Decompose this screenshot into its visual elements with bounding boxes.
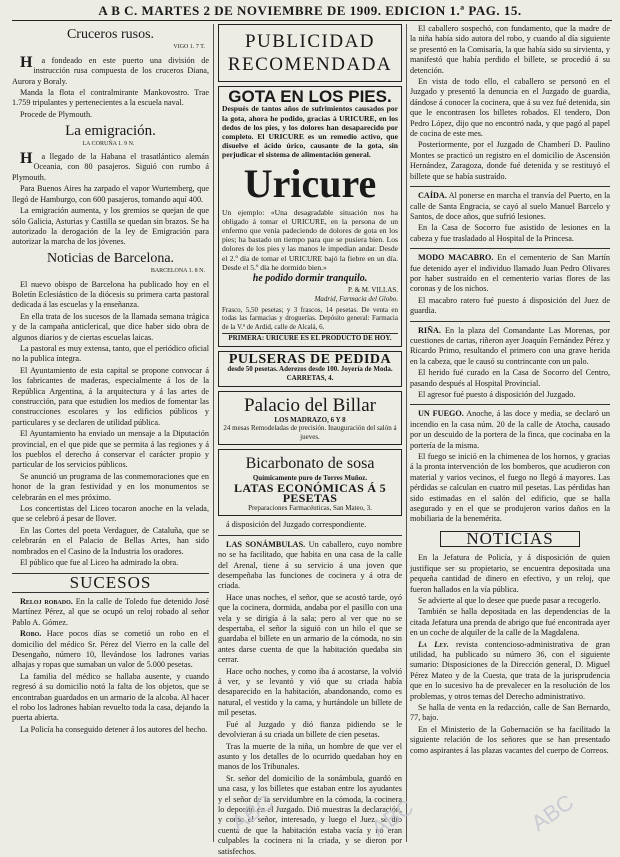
ad-text: Químicamente puro de Torres Muñoz.: [252, 474, 368, 483]
dateline: BARCELONA 1. 8 N.: [150, 268, 205, 275]
paragraph: El Ayuntamiento ha enviado un mensaje a la Diputación provincial, en el que pide que se permita á las regiones y á los pueblos el derecho á conservar el carácter propio y particular de los servicios públicos.: [12, 429, 209, 470]
publicidad-title: PUBLICIDAD: [244, 31, 376, 52]
ad-text: Un ejemplo: «Una desagradable situación nos ha obligado á tomar el URICURE, en la persona de un enfermo que venía padeciendo de dolores de gota en los pies; ha bastado un tiempo para que se pusiera bien. Los dolores de los pies y las manos le impedían andar. Desde el 2.º día de tomar el URICURE bajó la fiebre en un día. Desde el 5.º día he dormido bien.»: [222, 207, 398, 272]
item-text: Hace pocos días se cometió un robo en el domicilio del médico Sr. Pérez del Vierro en la calle del Desengaño, número 10, llevándose los ladrones varias alhajas y ropas que sumaban un valor de 5.000 pesetas.: [12, 629, 210, 670]
ad-signature: P. & M. VILLAS.: [347, 286, 398, 295]
paragraph: Manda la flota el contralmirante Mankovostro. Trae 1.759 tripulantes y pertenecientes a la escuela naval.: [12, 88, 209, 108]
item-text: revista contencioso-administrativa de gran utilidad, ha publicado su número 36, con el siguiente sumario: Disposiciones de la Dirección general, D. Miguel Pérez Mateo y de la Cuesta, que trata de la jurisprudencia que en lo sucesivo ha de prevalecer en la resolución de los problemas, y otros temas del Derecho administrativo.: [410, 639, 611, 701]
pulseras-ad: [218, 351, 402, 387]
column-3: [410, 24, 610, 842]
header-rule: [12, 20, 612, 21]
abc-watermark: ABC: [526, 789, 579, 836]
paragraph: Tras la muerte de la niña, un hombre de que ver el asunto y los detalles de lo ocurrido quedaban hoy en manos de los Tribunales.: [218, 741, 402, 772]
article-title-emigracion: La emigración.: [65, 123, 156, 140]
item-lead: MODO MACABRO.: [418, 253, 494, 263]
recomendada-title: RECOMENDADA: [227, 54, 393, 75]
item-text: En la plaza del Comandante Las Morenas, por cuestiones de cartas, riñeron ayer Joaquín Fernández Pérez y Ricardo Primo, resultando el primero con una grave herida en la cabeza, que le causó su contrincante con un palo.: [410, 325, 611, 366]
paragraph: El caballero sospechó, con fundamento, que la madre de la niña había sido autora del robo, y cuando al día siguiente se presentó en la Comisaría, la que había sido su sirvienta, y manifestó que había perdido el billete, se procedió á su detención.: [410, 24, 610, 75]
item-text: En el cementerio de San Martín fue detenido ayer el individuo llamado Juan Pedro Olivares por haber sustraído en el cementerio varias flores de las coronas y de los nichos.: [410, 253, 610, 294]
uricure-ad: [218, 86, 402, 347]
billar-ad: [218, 391, 402, 446]
paragraph: La pastoral es muy extensa, tanto, que el periódico oficial no la publica íntegra.: [12, 343, 209, 364]
paragraph: En la Casa de Socorro fue asistido de lesiones en la cabeza y fue trasladado al Hospital de la Princesa.: [410, 223, 610, 243]
ad-footer: PRIMERA: URICURE ES EL PRODUCTO DE HOY.: [222, 333, 398, 343]
ad-text: Preparaciones Farmacéuticas, San Mateo, 3.: [248, 503, 372, 512]
paragraph: El nuevo obispo de Barcelona ha publicado hoy en el Boletín Eclesiástico de la diócesis su primera carta pastoral dedicada á las escuelas y la enseñanza.: [12, 279, 209, 310]
ad-text: 24 mesas Remodeladas de precisión. Inauguración del salón á jueves.: [223, 424, 397, 441]
item-text: Un caballero, cuyo nombre no se ha facilitado, que habita en una casa de la calle del Arenal, tiene á su servicio á una joven que desempeñaba las funciones de cocinera y á otra de criada.: [218, 539, 402, 591]
publicidad-banner: [218, 24, 402, 82]
paragraph: Se advierte al que lo desee que puede pasar a recogerlo.: [418, 595, 601, 605]
paragraph: Se anunció un programa de las conmemoraciones que en honor de la gran festividad y en los monumentos se celebrarán en el mes próximo.: [12, 471, 209, 502]
paragraph: También se halla depositada en las dependencias de la citada Jefatura una prenda de abrigo que fué encontrada ayer en un coche de alquiler de la calle de la Magdalena.: [410, 607, 610, 638]
billar-title: Palacio del Billar: [244, 394, 376, 416]
paragraph: Los concertistas del Liceo tocaron anoche en la velada, que se celebró á pesar de llover.: [12, 504, 209, 524]
paragraph: El fuego se inició en la chimenea de los hornos, y gracias á la pronta intervención de los bomberos, que acudieron con material y varios vecinos, el fuego no llegó á mayores. Las pérdidas se calculan en cuatro mil pesetas. Las pérdidas han sido estimadas en el salón del edificio, que se halla asegurado y en el que se produjeron varios daños en la mobiliaria de la benemérita.: [410, 452, 610, 524]
paragraph: En vista de todo ello, el caballero se personó en el Juzgado y presentó la denuncia en el Juzgado de guardia, dándose á conocer la cocinera, que á su vez fué detenida, sin que le encontrasen los billetes robados. El tendero, Don Pedro López, dijo que no encontró nada, y que pagó al papel de cocina de este mes.: [410, 77, 610, 139]
dateline: VIGO 1. 7 T.: [173, 44, 205, 51]
paragraph: La Policía ha conseguido detener á los autores del hecho.: [20, 724, 208, 734]
paragraph: Sr. señor del domicilio de la sonámbula, guardó en una casa, y los billetes que estaban entre los ayudantes y el señor de la servidumbre en la cómoda, la cocinera lo depositó en el Juzgado. Dió muestras la declaración, y como el señor, interesado, y luego el Juez, se dio cuenta de que la habitación estaba vacía y no eran culpables la cocinera ni la criada, y se dieron por satisfechos.: [218, 773, 402, 856]
paragraph: Ha llegado de la Habana el trasatlántico alemán Oceania, con 80 pasajeros. Siguió con rumbo á Plymouth.: [12, 150, 209, 182]
article-title-barcelona: Noticias de Barcelona.: [46, 250, 175, 266]
paragraph: Hace ocho noches, y como iba á acostarse, la volvió á ver, y se levantó y vió que su criada había desaparecido en la habitación, abandonando, como es natural, el vestido y la cama, y hurtándole un billete de mil pesetas.: [218, 666, 402, 718]
item-lead: Reloj robado.: [20, 596, 73, 606]
paragraph: El macabro ratero fué puesto á disposición del Juez de guardia.: [410, 295, 610, 316]
paragraph: La familia del médico se hallaba ausente, y cuando regresó á su domicilio notó la falta de los objetos, que se encontraban guardados en un armario de la alcoba. Al hacer el robo los ladrones habían revuelto toda la casa, dejando la puerta abierta.: [12, 671, 209, 723]
page-header: A B C. MARTES 2 DE NOVIEMBRE DE 1909. EDICION 1.ª PAG. 15.: [98, 3, 522, 18]
ad-text: Después de tantos años de sufrimientos causados por la gota, ahora he podido, gracias á URICURE, en los dedos de los pies, y los dolores han desaparecido por completo. El URICURE es un remedio activo, que disuelve el ácido úrico, causante de la gota, sin perjudicar el sistema de alimentación general.: [222, 104, 398, 160]
billar-address: LOS MADRAZO, 6 Y 8: [274, 415, 346, 424]
section-rule: [410, 248, 610, 249]
uricure-logo: Uricure: [243, 160, 377, 206]
item-lead: UN FUEGO.: [418, 409, 464, 419]
item-lead: CAÍDA.: [418, 191, 447, 201]
item-lead: Robo.: [20, 629, 42, 639]
paragraph: Para Buenos Aires ha zarpado el vapor Wurtemberg, que llegó de Hamburgo, con 600 pasajeros, tomando aquí 400.: [12, 184, 209, 204]
column-divider-1: [213, 24, 214, 842]
gota-heading: GOTA EN LOS PIES.: [228, 87, 392, 106]
paragraph: Fué al Juzgado y dió fianza pidiendo se le devolvieran á su criada un billete de cien pesetas.: [218, 719, 402, 740]
column-1: [12, 24, 209, 842]
paragraph: En las Cortes del poeta Verdaguer, de Cataluña, que se celebrarán en el Palacio de Bellas Artes, han sido nombrados en el Casino de la Industria los oradores.: [12, 525, 209, 556]
paragraph: á disposición del Juzgado correspondiente.: [226, 520, 367, 530]
paragraph: En el Ministerio de la Gobernación se ha facilitado la siguiente relación de los señores que se han presentado como aspirantes á las plazas vacantes del cuerpo de Correos.: [410, 724, 610, 755]
paragraph: Ha fondeado en este puerto una división de instrucción rusa compuesta de los cruceros Diana, Aurora y Boraly.: [12, 53, 209, 86]
section-rule: [218, 535, 402, 536]
item-text: En la calle de Toledo fue detenido José Martínez Pérez, al que se ocupó un reloj robado al señor Pablo A. Gómez.: [12, 596, 210, 627]
paragraph: Posteriormente, por el Juzgado de Chamberí D. Paulino Montes se practicó un registro en el domicilio de Ascensión Hernández, Zaragoza, donde fué detenida y se restituyó el billete que se había sustraído.: [410, 140, 610, 181]
item-text: Al ponerse en marcha el tranvía del Puerto, en la calle de Santa Engracia, se cayó al suelo Manuel Barcelo y Santos, de doce años, que sufrió lesiones.: [410, 191, 610, 221]
section-title-noticias: NOTICIAS: [440, 531, 580, 547]
column-2: [218, 24, 402, 856]
abc-watermark: ABC: [366, 794, 419, 841]
ad-price: Frasco, 5,50 pesetas; y 3 frascos, 14 pesetas. De venta en todas las farmacias y droguerías. Depósito general: Farmacia de la V.ª de Ardid, calle de Alcalá, 6.: [222, 305, 398, 331]
paragraph: Se halla de venta en la redacción, calle de San Bernardo, 77, bajo.: [410, 702, 610, 723]
section-title-sucesos: SUCESOS: [69, 572, 152, 592]
article-title-cruceros: Cruceros rusos.: [66, 27, 155, 42]
paragraph: El Ayuntamiento de esta capital se propone convocar á los fabricantes de maderas, especialmente á los de la República Argentina, á la arquitectura y á las artes de construcción, para que estudien los medios de fomentar las construcciones escolares y los edificios públicos y particulares y se declaren de utilidad pública.: [12, 365, 209, 427]
paragraph: El herido fué curado en la Casa de Socorro del Centro, pasando después al Hospital Provincial.: [410, 368, 610, 388]
ad-text: desde 50 pesetas. Aderezos desde 100. Joyería de Moda. CARRETAS, 4.: [227, 365, 393, 383]
latas-title: LATAS ECONÓMICAS Á 5 PESETAS: [234, 480, 386, 506]
paragraph: El agresor fué puesto á disposición del Juzgado.: [418, 390, 576, 399]
bicarbonato-ad: [218, 449, 402, 516]
section-rule: [12, 592, 209, 593]
section-rule: [410, 186, 610, 187]
abc-watermark: ABC: [226, 789, 279, 836]
pulseras-title: PULSERAS DE PEDIDA: [228, 352, 392, 368]
paragraph: Procede de Plymouth.: [20, 109, 93, 119]
paragraph: El público que fue al Liceo ha admirado la obra.: [20, 558, 179, 568]
ad-place: Madrid, Farmacia del Globo.: [314, 295, 398, 304]
item-text: Anoche, á las doce y media, se declaró un incendio en la casa núm. 20 de la calle de Atocha, causado por un descuido de la portera de la finca, que cocinaba en la portería de la misma.: [410, 409, 610, 450]
item-lead: RIÑA.: [418, 325, 441, 335]
item-lead: LAS SONÁMBULAS.: [226, 539, 306, 549]
dateline: LA CORUÑA 1. 9 N.: [82, 140, 135, 147]
bicarbonato-title: Bicarbonato de sosa: [245, 455, 375, 473]
paragraph: En la Jefatura de Policía, y á disposición de quien justifique ser su propietario, se encuentra depositada una pequeña cantidad de dinero en efectivo, y un reloj, que fueron hallados en la vía pública.: [410, 553, 610, 594]
ad-quote: he podido dormir tranquilo.: [252, 273, 368, 285]
section-rule: [410, 321, 610, 322]
column-divider-2: [406, 24, 407, 842]
paragraph: La emigración aumenta, y los gremios se quejan de que sólo Galicia, Asturias y Castilla se quedan sin brazos. Se ha autorizado la derogación de la ley de Emigración para autorizar la marcha de los jóvenes.: [12, 206, 209, 247]
paragraph: Hace unas noches, el señor, que se acostó tarde, oyó que la cocinera, dormida, andaba por el pasillo con una vela y se dirigía á la sala; pero al ver que no se despertaba, el señor la siguió con un hilo el que se guardaba el billete en un armario de la cómoda, no sin antes darse cuenta de que la habitación quedaba sin cerrar.: [218, 592, 402, 665]
item-lead: La Ley.: [418, 639, 449, 649]
paragraph: En ella trata de los sucesos de la llamada semana trágica y de la campaña anticlerical, que dice haber sido obra de algunos diarios y de ciertas escuelas laicas.: [12, 311, 209, 342]
section-rule: [410, 404, 610, 405]
